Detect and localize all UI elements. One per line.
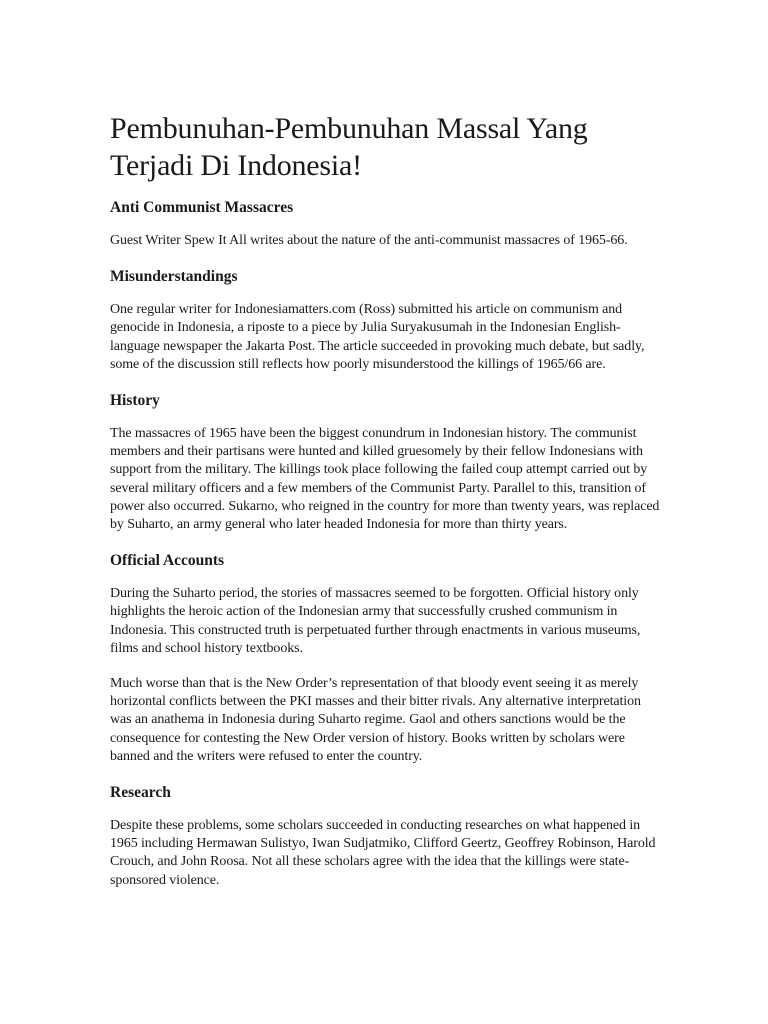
history-paragraph: The massacres of 1965 have been the biggest conundrum in Indonesian history. The communist members and their partisans were hunted and killed gruesomely by their fellow Indonesians with support from the military. The killings took place following the failed coup attempt carried out by several military officers and a few members of the Communist Party. Parallel to this, transition of power also occurred. Sukarno, who reigned in the country for more than twenty years, was replaced by Suharto, an army general who later headed Indonesia for more than thirty years. <box>110 426 660 533</box>
document-page <box>110 110 660 907</box>
research-paragraph: Despite these problems, some scholars succeeded in conducting researches on what happened in 1965 including Hermawan Sulistyo, Iwan Sudjatmiko, Clifford Geertz, Geoffrey Robinson, Harold Crouch, and John Roosa. Not all these scholars agree with the idea that the killings were state-sponsored violence. <box>110 818 656 888</box>
section-heading-misunderstandings: Misunderstandings <box>110 268 238 286</box>
intro-paragraph: Guest Writer Spew It All writes about the nature of the anti-communist massacres of 1965-66. <box>110 233 628 248</box>
document-title: Pembunuhan-Pembunuhan Massal Yang Terjadi Di Indonesia! <box>110 112 588 182</box>
official-accounts-paragraph-2: Much worse than that is the New Order’s representation of that bloody event seeing it as merely horizontal conflicts between the PKI masses and their bitter rivals. Any alternative interpretation was an anathema in Indonesia during Suharto regime. Gaol and others sanctions would be the consequence for contesting the New Order version of history. Books written by scholars were banned and the writers were refused to enter the country. <box>110 676 641 764</box>
misunderstandings-paragraph: One regular writer for Indonesiamatters.com (Ross) submitted his article on communism and genocide in Indonesia, a riposte to a piece by Julia Suryakusumah in the Indonesian English-language newspaper the Jakarta Post. The article succeeded in provoking much debate, but sadly, some of the discussion still reflects how poorly misunderstood the killings of 1965/66 are. <box>110 302 645 372</box>
section-heading-official-accounts: Official Accounts <box>110 552 225 570</box>
official-accounts-paragraph-1: During the Suharto period, the stories of massacres seemed to be forgotten. Official history only highlights the heroic action of the Indonesian army that successfully crushed communism in Indonesia. This constructed truth is perpetuated further through enactments in various museums, films and school history textbooks. <box>110 586 641 656</box>
section-heading-research: Research <box>110 784 171 802</box>
document-subtitle: Anti Communist Massacres <box>110 199 294 216</box>
section-heading-history: History <box>110 392 160 410</box>
